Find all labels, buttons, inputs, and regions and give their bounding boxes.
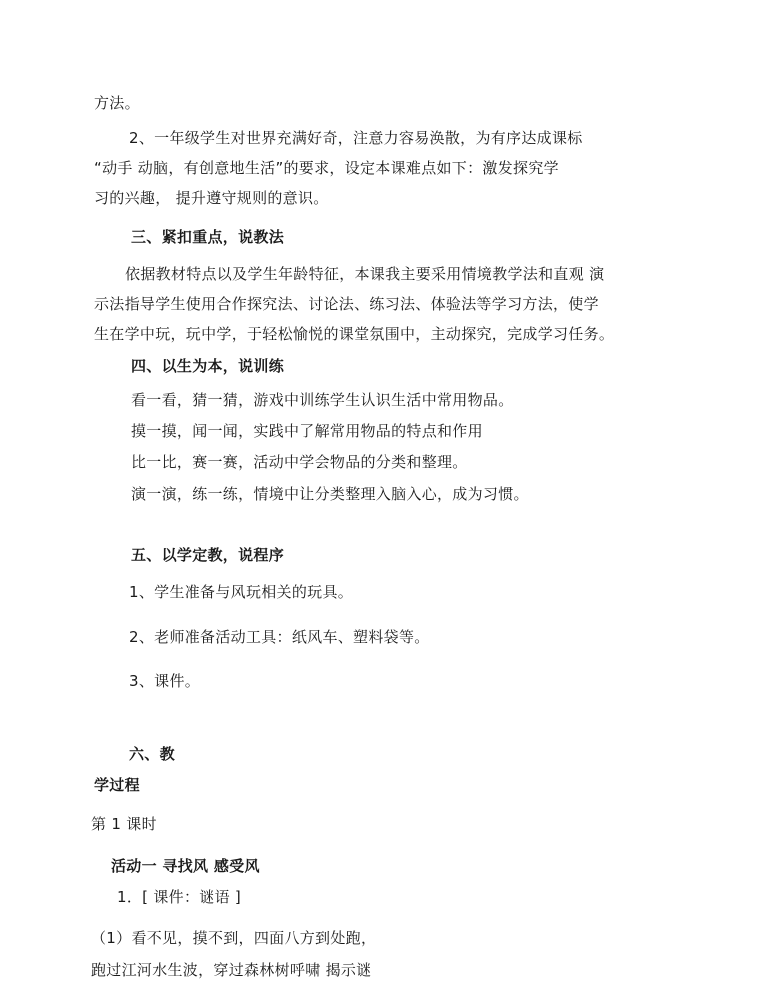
text-line: 比一比，赛一赛，活动中学会物品的分类和整理。 <box>131 453 468 471</box>
text-line: “动手 动脑，有创意地生活”的要求，设定本课难点如下：激发探究学 <box>94 159 559 177</box>
text-line: 2、老师准备活动工具：纸风车、塑料袋等。 <box>129 628 430 646</box>
text-line: 生在学中玩，玩中学，于轻松愉悦的课堂氛围中，主动探究，完成学习任务。 <box>94 325 615 343</box>
text-line: 习的兴趣， 提升遵守规则的意识。 <box>94 189 329 207</box>
text-line: 演一演，练一练，情境中让分类整理入脑入心，成为习惯。 <box>131 485 529 503</box>
text-line: 第 1 课时 <box>91 815 157 833</box>
text-line: 示法指导学生使用合作探究法、讨论法、练习法、体验法等学习方法，使学 <box>94 295 599 313</box>
section-heading: 学过程 <box>94 776 140 794</box>
text-line: 方法。 <box>94 94 140 112</box>
text-line: 依据教材特点以及学生年龄特征，本课我主要采用情境教学法和直观 演 <box>125 265 605 283</box>
text-line: 2、一年级学生对世界充满好奇，注意力容易涣散，为有序达成课标 <box>129 129 583 147</box>
text-line: 摸一摸，闻一闻，实践中了解常用物品的特点和作用 <box>131 422 483 440</box>
text-line: 1、学生准备与风玩相关的玩具。 <box>129 583 354 601</box>
text-line: （1）看不见，摸不到，四面八方到处跑， <box>91 929 377 947</box>
text-line: 跑过江河水生波，穿过森林树呼啸 揭示谜 <box>91 961 372 979</box>
section-heading: 六、教 <box>129 745 175 763</box>
text-line: 3、课件。 <box>129 672 201 690</box>
section-heading: 三、紧扣重点，说教法 <box>131 228 285 246</box>
section-heading: 四、以生为本，说训练 <box>131 357 285 375</box>
subsection-heading: 活动一 寻找风 感受风 <box>111 857 260 875</box>
text-line: 看一看，猜一猜，游戏中训练学生认识生活中常用物品。 <box>131 391 514 409</box>
section-heading: 五、以学定教，说程序 <box>131 546 285 564</box>
text-line: 1．[ 课件：谜语 ] <box>117 888 242 906</box>
